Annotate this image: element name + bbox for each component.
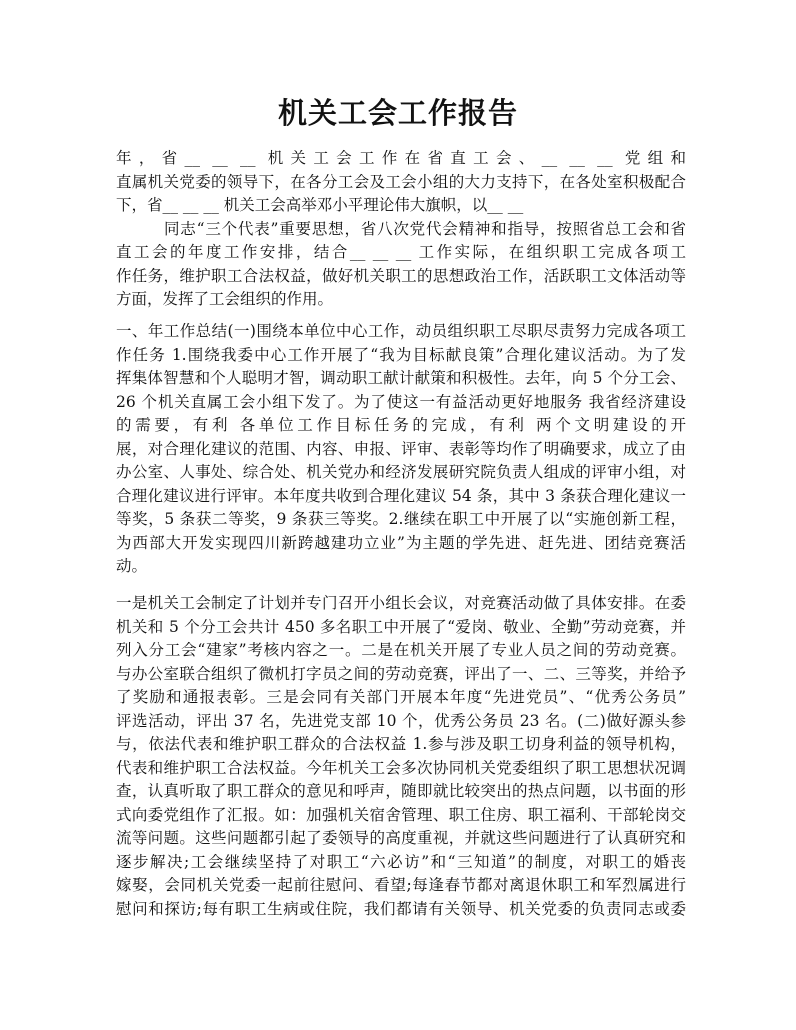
text-line: 为西部大开发实现四川新跨越建功立业”为主题的学先进、赶先进、团结竞赛活 [116, 533, 686, 552]
text-line: 嫁娶，会同机关党委一起前往慰问、看望;每逢春节都对离退休职工和军烈属进行 [116, 876, 686, 894]
text-line: 了奖励和通报表彰。三是会同有关部门开展本年度“先进党员”、“优秀公务员” [116, 688, 686, 706]
text-line: 年，省__ __ __ 机关工会工作在省直工会、__ __ __ 党组和 [116, 149, 686, 167]
paragraph-2 [116, 320, 686, 579]
text-line: 直工会的年度工作安排，结合__ __ __ 工作实际，在组织职工完成各项工 [116, 243, 686, 261]
text-line: 作任务 1.围绕我委中心工作开展了“我为目标献良策”合理化建议活动。为了发 [116, 345, 686, 364]
text-line: 的需要，有利 各单位工作目标任务的完成，有利 两个文明建设的开 [116, 416, 686, 434]
text-line: 列入分工会“建家”考核内容之一。二是在机关开展了专业人员之间的劳动竞赛。 [116, 641, 686, 659]
text-line: 办公室、人事处、综合处、机关党办和经济发展研究院负责人组成的评审小组，对 [116, 463, 686, 481]
text-line: 与，依法代表和维护职工群众的合法权益 1.参与涉及职工切身利益的领导机构， [116, 735, 686, 753]
text-line: 代表和维护职工合法权益。今年机关工会多次协同机关党委组织了职工思想状况调 [116, 758, 686, 777]
paragraph-3 [116, 592, 686, 921]
text-line: 同志“三个代表”重要思想，省八次党代会精神和指导，按照省总工会和省 [164, 219, 686, 238]
text-line: 下，省__ __ __ 机关工会高举邓小平理论伟大旗帜，以__ __ [116, 196, 524, 214]
text-line: 一、年工作总结(一)围绕本单位中心工作，动员组织职工尽职尽责努力完成各项工 [116, 322, 686, 340]
text-line: 机关和 5 个分工会共计 450 多名职工中开展了“爱岗、敬业、全勤”劳动竞赛，并 [116, 617, 686, 636]
document-title: 机关工会工作报告 [277, 96, 518, 130]
text-line: 方面，发挥了工会组织的作用。 [116, 290, 334, 308]
text-line: 动。 [116, 557, 148, 575]
text-line: 评选活动，评出 37 名，先进党支部 10 个，优秀公务员 23 名。(二)做好源头参 [116, 711, 686, 730]
paragraph-1 [116, 147, 686, 312]
text-line: 26 个机关直属工会小组下发了。为了使这一有益活动更好地服务 我省经济建设 [116, 392, 686, 411]
text-line: 等奖，5 条获二等奖，9 条获三等奖。2.继续在职工中开展了以“实施创新工程， [116, 510, 686, 528]
text-line: 流等问题。这些问题都引起了委领导的高度重视，并就这些问题进行了认真研究和 [116, 829, 686, 847]
text-line: 合理化建议进行评审。本年度共收到合理化建议 54 条，其中 3 条获合理化建议一 [116, 486, 686, 505]
text-line: 与办公室联合组织了微机打字员之间的劳动竞赛，评出了一、二、三等奖，并给予 [116, 664, 686, 683]
text-line: 展，对合理化建议的范围、内容、申报、评审、表彰等均作了明确要求，成立了由 [116, 439, 686, 458]
text-line: 一是机关工会制定了计划并专门召开小组长会议，对竞赛活动做了具体安排。在委 [116, 594, 686, 612]
text-line: 挥集体智慧和个人聪明才智，调动职工献计献策和积极性。去年，向 5 个分工会、 [116, 369, 686, 387]
text-line: 作任务，维护职工合法权益，做好机关职工的思想政治工作，活跃职工文体活动等 [116, 266, 686, 285]
text-line: 逐步解决;工会继续坚持了对职工“六必访”和“三知道”的制度，对职工的婚丧 [116, 852, 686, 871]
text-line: 查，认真听取了职工群众的意见和呼声，随即就比较突出的热点问题，以书面的形 [116, 782, 686, 800]
text-line: 式向委党组作了汇报。如：加强机关宿舍管理、职工住房、职工福利、干部轮岗交 [116, 805, 686, 824]
text-line: 慰问和探访;每有职工生病或住院，我们都请有关领导、机关党委的负责同志或委 [116, 899, 686, 918]
text-line: 直属机关党委的领导下，在各分工会及工会小组的大力支持下，在各处室积极配合 [116, 172, 686, 191]
